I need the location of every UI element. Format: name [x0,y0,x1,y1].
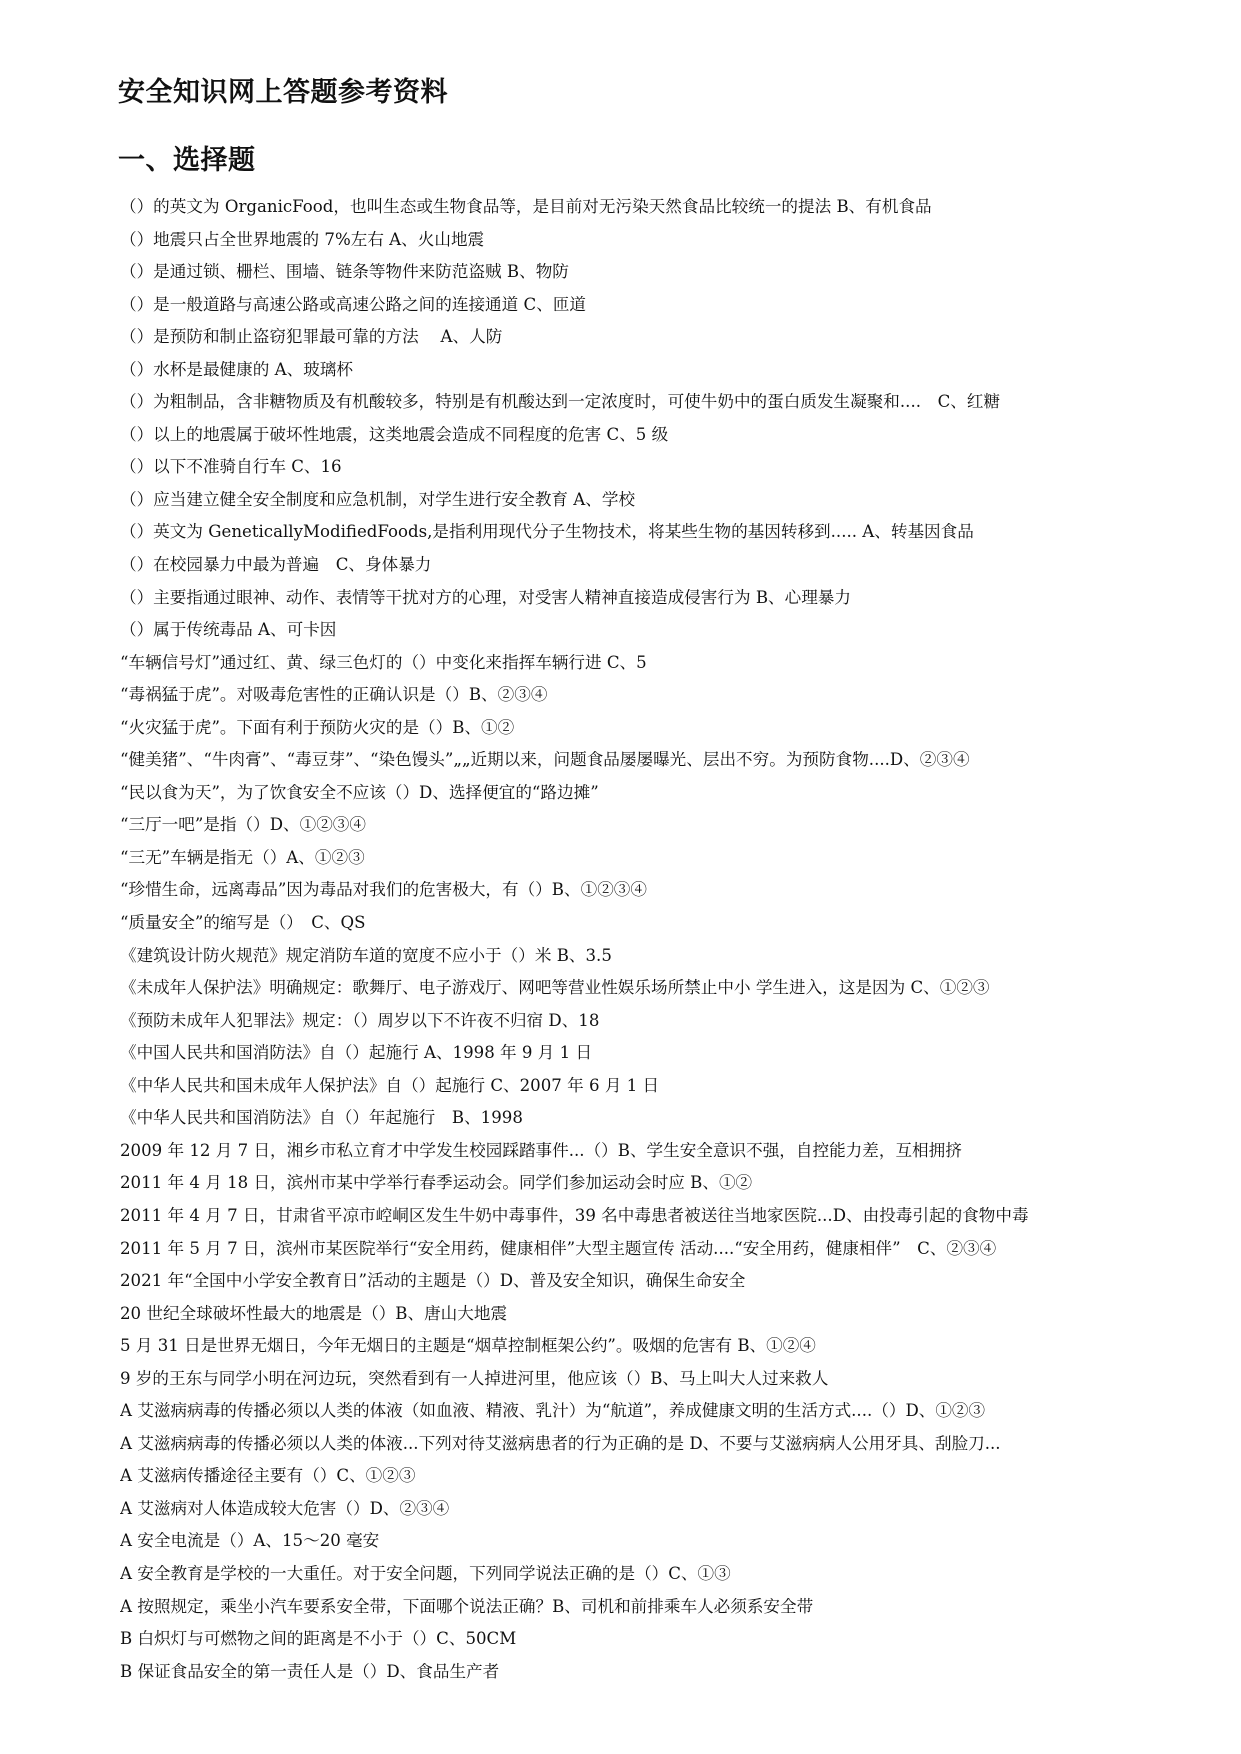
question-line: 2011 年 4 月 7 日，甘肃省平凉市崆峒区发生牛奶中毒事件，39 名中毒患者被送往当地家医院...D、由投毒引起的食物中毒 [120,1205,1029,1225]
question-line: B 白炽灯与可燃物之间的距离是不小于（）C、50CM [120,1629,517,1649]
question-line: “珍惜生命，远离毒品”因为毒品对我们的危害极大，有（）B、①②③④ [120,880,647,900]
question-line: “三无”车辆是指无（）A、①②③ [120,847,365,867]
question-line: 2011 年 5 月 7 日，滨州市某医院举行“安全用药，健康相伴”大型主题宣传 活动....“安全用药，健康相伴” C、②③④ [120,1238,997,1258]
question-line: 《未成年人保护法》明确规定：歌舞厅、电子游戏厅、网吧等营业性娱乐场所禁止中小 学生进入，这是因为 C、①②③ [120,978,990,998]
question-line: （）英文为 GeneticallyModifiedFoods,是指利用现代分子生物技术，将某些生物的基因转移到..... A、转基因食品 [120,522,974,542]
question-line: “健美猪”、“牛肉膏”、“毒豆芽”、“染色馒头”„„近期以来，问题食品屡屡曝光、层出不穷。为预防食物....D、②③④ [120,750,970,770]
question-line: 2021 年“全国中小学安全教育日”活动的主题是（）D、普及安全知识，确保生命安全 [120,1271,746,1291]
question-line: A 安全教育是学校的一大重任。对于安全问题，下列同学说法正确的是（）C、①③ [120,1563,731,1583]
question-line: （）水杯是最健康的 A、玻璃杯 [120,359,353,379]
question-line: 20 世纪全球破坏性最大的地震是（）B、唐山大地震 [120,1303,508,1323]
question-line: 《建筑设计防火规范》规定消防车道的宽度不应小于（）米 B、3.5 [120,945,612,965]
question-line: （）是通过锁、栅栏、围墙、链条等物件来防范盗贼 B、物防 [120,262,569,282]
question-line: 《中国人民共和国消防法》自（）起施行 A、1998 年 9 月 1 日 [120,1043,593,1063]
question-line: “毒祸猛于虎”。对吸毒危害性的正确认识是（）B、②③④ [120,685,548,705]
question-line: 《中华人民共和国未成年人保护法》自（）起施行 C、2007 年 6 月 1 日 [120,1075,660,1095]
question-line: “三厅一吧”是指（）D、①②③④ [120,815,366,835]
question-line: “火灾猛于虎”。下面有利于预防火灾的是（）B、①② [120,717,515,737]
question-list [120,191,1210,1688]
question-line: A 按照规定，乘坐小汽车要系安全带，下面哪个说法正确？B、司机和前排乘车人必须系安全带 [120,1596,814,1616]
question-line: A 艾滋病对人体造成较大危害（）D、②③④ [120,1498,450,1518]
question-line: 《中华人民共和国消防法》自（）年起施行 B、1998 [120,1108,523,1128]
question-line: （）以下不准骑自行车 C、16 [120,457,342,477]
question-line: 2011 年 4 月 18 日，滨州市某中学举行春季运动会。同学们参加运动会时应 B、①② [120,1173,753,1193]
question-line: B 保证食品安全的第一责任人是（）D、食品生产者 [120,1661,500,1681]
question-line: （）是预防和制止盗窃犯罪最可靠的方法 A、人防 [120,327,503,347]
question-line: A 艾滋病传播途径主要有（）C、①②③ [120,1466,416,1486]
question-line: （）属于传统毒品 A、可卡因 [120,620,337,640]
question-line: （）主要指通过眼神、动作、表情等干扰对方的心理，对受害人精神直接造成侵害行为 B、心理暴力 [120,587,851,607]
question-line: （）在校园暴力中最为普遍 C、身体暴力 [120,555,432,575]
question-line: 2009 年 12 月 7 日，湘乡市私立育才中学发生校园踩踏事件...（）B、学生安全意识不强，自控能力差，互相拥挤 [120,1140,962,1160]
question-line: （）为粗制品，含非糖物质及有机酸较多，特别是有机酸达到一定浓度时，可使牛奶中的蛋白质发生凝聚和.... C、红糖 [120,392,1001,412]
question-line: （）的英文为 OrganicFood，也叫生态或生物食品等，是目前对无污染天然食品比较统一的提法 B、有机食品 [120,197,932,216]
question-line: （）是一般道路与高速公路或高速公路之间的连接通道 C、匝道 [120,294,587,314]
question-line: 《预防未成年人犯罪法》规定：（）周岁以下不许夜不归宿 D、18 [120,1010,600,1030]
question-line: A 艾滋病病毒的传播必须以人类的体液...下列对待艾滋病患者的行为正确的是 D、不要与艾滋病病人公用牙具、刮脸刀... [120,1433,1001,1453]
question-line: （）地震只占全世界地震的 7%左右 A、火山地震 [120,229,485,249]
section-title: 一、选择题 [118,145,256,176]
question-line: A 安全电流是（）A、15～20 毫安 [120,1531,380,1551]
question-line: “车辆信号灯”通过红、黄、绿三色灯的（）中变化来指挥车辆行进 C、5 [120,652,647,672]
question-line: （）以上的地震属于破坏性地震，这类地震会造成不同程度的危害 C、5 级 [120,424,669,444]
question-line: “民以食为天”，为了饮食安全不应该（）D、选择便宜的“路边摊” [120,782,599,802]
question-line: （）应当建立健全安全制度和应急机制，对学生进行安全教育 A、学校 [120,489,636,509]
question-line: “质量安全”的缩写是（） C、QS [120,913,366,933]
question-line: A 艾滋病病毒的传播必须以人类的体液（如血液、精液、乳汁）为“航道”，养成健康文明的生活方式....（）D、①②③ [120,1401,986,1421]
question-line: 5 月 31 日是世界无烟日，今年无烟日的主题是“烟草控制框架公约”。吸烟的危害有 B、①②④ [120,1336,816,1356]
question-line: 9 岁的王东与同学小明在河边玩，突然看到有一人掉进河里，他应该（）B、马上叫大人过来救人 [120,1368,829,1388]
document-title: 安全知识网上答题参考资料 [118,77,448,108]
